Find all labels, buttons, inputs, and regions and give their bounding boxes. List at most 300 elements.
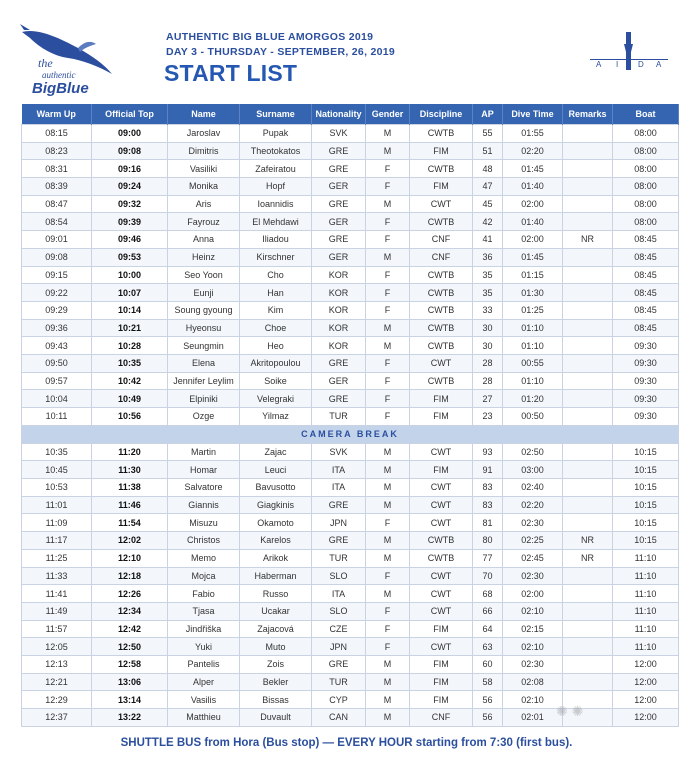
table-row	[22, 585, 679, 603]
cell-ap: 83	[473, 496, 503, 514]
logo-text-line1: the	[38, 56, 53, 70]
cell-remarks: NR	[563, 549, 613, 567]
column-header-warm-up: Warm Up	[22, 104, 92, 125]
cell-nationality: JPN	[312, 514, 366, 532]
table-row	[22, 319, 679, 337]
cell-nationality: ITA	[312, 461, 366, 479]
cell-remarks	[563, 620, 613, 638]
cell-dive-time: 02:00	[503, 231, 563, 249]
cell-discipline: CWT	[410, 354, 473, 372]
cell-discipline: CWTB	[410, 284, 473, 302]
event-day: DAY 3 - THURSDAY - SEPTEMBER, 26, 2019	[166, 46, 396, 58]
cell-official-top: 10:35	[92, 354, 168, 372]
cell-warm-up: 11:01	[22, 496, 92, 514]
cell-surname: Soike	[240, 372, 312, 390]
watermark: ✺ ✺	[556, 703, 584, 719]
cell-discipline: CWT	[410, 567, 473, 585]
cell-nationality: GRE	[312, 231, 366, 249]
cell-ap: 27	[473, 390, 503, 408]
cell-nationality: KOR	[312, 337, 366, 355]
cell-boat: 12:00	[613, 655, 679, 673]
cell-nationality: JPN	[312, 638, 366, 656]
table-row	[22, 567, 679, 585]
page-header	[0, 0, 693, 100]
cell-nationality: KOR	[312, 266, 366, 284]
cell-remarks	[563, 638, 613, 656]
column-header-surname: Surname	[240, 104, 312, 125]
cell-warm-up: 11:25	[22, 549, 92, 567]
cell-warm-up: 09:01	[22, 231, 92, 249]
cell-dive-time: 02:30	[503, 655, 563, 673]
cell-remarks	[563, 266, 613, 284]
cell-boat: 09:30	[613, 337, 679, 355]
cell-name: Vasiliki	[168, 160, 240, 178]
column-header-nationality: Nationality	[312, 104, 366, 125]
table-row	[22, 178, 679, 196]
cell-official-top: 12:50	[92, 638, 168, 656]
cell-warm-up: 09:43	[22, 337, 92, 355]
cell-gender: F	[366, 213, 410, 231]
cell-discipline: FIM	[410, 673, 473, 691]
cell-warm-up: 12:21	[22, 673, 92, 691]
cell-ap: 66	[473, 602, 503, 620]
cell-remarks	[563, 567, 613, 585]
cell-boat: 08:00	[613, 160, 679, 178]
cell-warm-up: 08:47	[22, 195, 92, 213]
cell-ap: 55	[473, 125, 503, 143]
cell-nationality: SLO	[312, 567, 366, 585]
cell-surname: Akritopoulou	[240, 354, 312, 372]
table-row	[22, 266, 679, 284]
cell-ap: 30	[473, 337, 503, 355]
cell-gender: M	[366, 709, 410, 727]
cell-official-top: 10:00	[92, 266, 168, 284]
cell-nationality: CAN	[312, 709, 366, 727]
cell-name: Elena	[168, 354, 240, 372]
cell-nationality: CZE	[312, 620, 366, 638]
cell-discipline: CNF	[410, 709, 473, 727]
cell-dive-time: 00:55	[503, 354, 563, 372]
table-row	[22, 390, 679, 408]
cell-boat: 11:10	[613, 620, 679, 638]
cell-dive-time: 02:00	[503, 195, 563, 213]
table-row	[22, 284, 679, 302]
logo-text-line3: BigBlue	[32, 80, 89, 97]
cell-remarks	[563, 354, 613, 372]
cell-remarks	[563, 585, 613, 603]
cell-dive-time: 01:40	[503, 178, 563, 196]
table-row	[22, 514, 679, 532]
cell-surname: Bissas	[240, 691, 312, 709]
cell-warm-up: 09:08	[22, 248, 92, 266]
cell-official-top: 10:07	[92, 284, 168, 302]
cell-dive-time: 01:30	[503, 284, 563, 302]
cell-boat: 08:00	[613, 178, 679, 196]
cell-remarks	[563, 125, 613, 143]
cell-nationality: KOR	[312, 319, 366, 337]
cell-official-top: 12:26	[92, 585, 168, 603]
cell-remarks	[563, 443, 613, 461]
cell-nationality: GER	[312, 372, 366, 390]
cell-warm-up: 11:17	[22, 532, 92, 550]
cell-name: Fabio	[168, 585, 240, 603]
cell-dive-time: 01:45	[503, 160, 563, 178]
cell-discipline: FIM	[410, 408, 473, 426]
cell-official-top: 11:30	[92, 461, 168, 479]
cell-surname: El Mehdawi	[240, 213, 312, 231]
cell-official-top: 12:02	[92, 532, 168, 550]
cell-warm-up: 10:53	[22, 479, 92, 497]
cell-official-top: 13:14	[92, 691, 168, 709]
cell-name: Alper	[168, 673, 240, 691]
cell-warm-up: 08:15	[22, 125, 92, 143]
cell-boat: 10:15	[613, 461, 679, 479]
cell-name: Mojca	[168, 567, 240, 585]
cell-surname: Kim	[240, 301, 312, 319]
cell-name: Monika	[168, 178, 240, 196]
cell-nationality: ITA	[312, 479, 366, 497]
cell-surname: Zois	[240, 655, 312, 673]
cell-discipline: CWT	[410, 602, 473, 620]
cell-official-top: 09:32	[92, 195, 168, 213]
cell-ap: 36	[473, 248, 503, 266]
table-row	[22, 248, 679, 266]
cell-boat: 11:10	[613, 585, 679, 603]
cell-official-top: 09:39	[92, 213, 168, 231]
camera-break-label: CAMERA BREAK	[22, 425, 679, 443]
cell-name: Heinz	[168, 248, 240, 266]
cell-surname: Iliadou	[240, 231, 312, 249]
cell-dive-time: 02:40	[503, 479, 563, 497]
cell-dive-time: 01:40	[503, 213, 563, 231]
cell-gender: M	[366, 248, 410, 266]
cell-gender: F	[366, 178, 410, 196]
cell-boat: 09:30	[613, 408, 679, 426]
cell-discipline: CWT	[410, 585, 473, 603]
cell-surname: Bavusotto	[240, 479, 312, 497]
cell-ap: 91	[473, 461, 503, 479]
cell-surname: Velegraki	[240, 390, 312, 408]
cell-surname: Choe	[240, 319, 312, 337]
cell-remarks	[563, 496, 613, 514]
cell-dive-time: 02:30	[503, 514, 563, 532]
cell-surname: Han	[240, 284, 312, 302]
cell-warm-up: 12:13	[22, 655, 92, 673]
cell-surname: Ucakar	[240, 602, 312, 620]
cell-remarks	[563, 178, 613, 196]
cell-name: Giannis	[168, 496, 240, 514]
aida-logo	[588, 30, 670, 80]
cell-boat: 08:00	[613, 125, 679, 143]
cell-gender: M	[366, 585, 410, 603]
cell-boat: 10:15	[613, 479, 679, 497]
camera-break-row	[22, 425, 679, 443]
table-header-row	[22, 104, 679, 125]
cell-remarks	[563, 195, 613, 213]
cell-dive-time: 01:25	[503, 301, 563, 319]
cell-surname: Theotokatos	[240, 142, 312, 160]
cell-gender: F	[366, 620, 410, 638]
cell-gender: M	[366, 125, 410, 143]
table-row	[22, 372, 679, 390]
column-header-boat: Boat	[613, 104, 679, 125]
table-row	[22, 125, 679, 143]
cell-remarks	[563, 673, 613, 691]
cell-name: Vasilis	[168, 691, 240, 709]
cell-remarks	[563, 248, 613, 266]
cell-discipline: CNF	[410, 231, 473, 249]
cell-nationality: GRE	[312, 655, 366, 673]
cell-official-top: 12:18	[92, 567, 168, 585]
cell-remarks	[563, 390, 613, 408]
cell-official-top: 09:53	[92, 248, 168, 266]
cell-nationality: GRE	[312, 195, 366, 213]
cell-gender: F	[366, 354, 410, 372]
cell-dive-time: 02:50	[503, 443, 563, 461]
cell-official-top: 10:21	[92, 319, 168, 337]
cell-discipline: CWT	[410, 638, 473, 656]
cell-name: Jindřiška	[168, 620, 240, 638]
cell-name: Homar	[168, 461, 240, 479]
cell-ap: 80	[473, 532, 503, 550]
column-header-ap: AP	[473, 104, 503, 125]
cell-gender: F	[366, 160, 410, 178]
cell-boat: 10:15	[613, 532, 679, 550]
cell-ap: 63	[473, 638, 503, 656]
cell-gender: M	[366, 532, 410, 550]
cell-name: Jaroslav	[168, 125, 240, 143]
cell-ap: 42	[473, 213, 503, 231]
cell-dive-time: 02:20	[503, 496, 563, 514]
cell-dive-time: 02:08	[503, 673, 563, 691]
start-list-table	[21, 104, 679, 727]
cell-warm-up: 09:57	[22, 372, 92, 390]
cell-warm-up: 12:37	[22, 709, 92, 727]
cell-warm-up: 09:22	[22, 284, 92, 302]
cell-remarks	[563, 142, 613, 160]
cell-gender: F	[366, 390, 410, 408]
cell-warm-up: 10:04	[22, 390, 92, 408]
column-header-discipline: Discipline	[410, 104, 473, 125]
table-row	[22, 301, 679, 319]
cell-surname: Karelos	[240, 532, 312, 550]
cell-gender: M	[366, 337, 410, 355]
cell-surname: Russo	[240, 585, 312, 603]
cell-remarks	[563, 479, 613, 497]
cell-name: Eunji	[168, 284, 240, 302]
cell-nationality: GER	[312, 248, 366, 266]
cell-surname: Haberman	[240, 567, 312, 585]
cell-discipline: CWTB	[410, 319, 473, 337]
cell-warm-up: 11:49	[22, 602, 92, 620]
cell-discipline: FIM	[410, 655, 473, 673]
cell-official-top: 10:14	[92, 301, 168, 319]
cell-boat: 09:30	[613, 354, 679, 372]
cell-dive-time: 01:10	[503, 372, 563, 390]
cell-discipline: CWTB	[410, 266, 473, 284]
big-blue-logo	[18, 22, 118, 100]
cell-gender: M	[366, 461, 410, 479]
cell-gender: M	[366, 691, 410, 709]
cell-boat: 08:00	[613, 142, 679, 160]
cell-ap: 51	[473, 142, 503, 160]
cell-ap: 93	[473, 443, 503, 461]
cell-official-top: 10:42	[92, 372, 168, 390]
cell-ap: 35	[473, 266, 503, 284]
cell-boat: 08:45	[613, 284, 679, 302]
cell-remarks	[563, 284, 613, 302]
cell-boat: 08:00	[613, 195, 679, 213]
cell-boat: 11:10	[613, 549, 679, 567]
cell-surname: Duvault	[240, 709, 312, 727]
cell-boat: 08:45	[613, 231, 679, 249]
cell-boat: 08:45	[613, 248, 679, 266]
cell-gender: F	[366, 372, 410, 390]
cell-surname: Arikok	[240, 549, 312, 567]
cell-dive-time: 01:10	[503, 319, 563, 337]
cell-discipline: CWTB	[410, 337, 473, 355]
cell-official-top: 10:56	[92, 408, 168, 426]
cell-remarks	[563, 372, 613, 390]
cell-dive-time: 02:10	[503, 638, 563, 656]
table-row	[22, 638, 679, 656]
cell-boat: 12:00	[613, 709, 679, 727]
cell-surname: Hopf	[240, 178, 312, 196]
cell-dive-time: 01:15	[503, 266, 563, 284]
cell-surname: Cho	[240, 266, 312, 284]
cell-dive-time: 01:45	[503, 248, 563, 266]
cell-warm-up: 09:29	[22, 301, 92, 319]
cell-remarks	[563, 213, 613, 231]
cell-ap: 28	[473, 354, 503, 372]
cell-boat: 11:10	[613, 602, 679, 620]
cell-nationality: SVK	[312, 125, 366, 143]
cell-name: Soung gyoung	[168, 301, 240, 319]
cell-warm-up: 11:09	[22, 514, 92, 532]
cell-official-top: 10:49	[92, 390, 168, 408]
cell-surname: Muto	[240, 638, 312, 656]
aida-letter-i: I	[616, 60, 619, 69]
cell-boat: 10:15	[613, 514, 679, 532]
table-row	[22, 602, 679, 620]
cell-surname: Zajacová	[240, 620, 312, 638]
cell-official-top: 11:46	[92, 496, 168, 514]
cell-ap: 77	[473, 549, 503, 567]
cell-nationality: GRE	[312, 532, 366, 550]
cell-ap: 28	[473, 372, 503, 390]
cell-discipline: FIM	[410, 620, 473, 638]
cell-name: Matthieu	[168, 709, 240, 727]
cell-remarks	[563, 655, 613, 673]
cell-gender: M	[366, 496, 410, 514]
cell-name: Anna	[168, 231, 240, 249]
cell-official-top: 12:58	[92, 655, 168, 673]
cell-ap: 68	[473, 585, 503, 603]
cell-nationality: GRE	[312, 160, 366, 178]
cell-dive-time: 01:10	[503, 337, 563, 355]
cell-official-top: 11:54	[92, 514, 168, 532]
table-body	[22, 125, 679, 727]
cell-discipline: CWTB	[410, 372, 473, 390]
event-title: AUTHENTIC BIG BLUE AMORGOS 2019	[166, 31, 374, 43]
table-row	[22, 655, 679, 673]
cell-discipline: CWTB	[410, 549, 473, 567]
cell-surname: Zajac	[240, 443, 312, 461]
cell-ap: 33	[473, 301, 503, 319]
cell-warm-up: 09:50	[22, 354, 92, 372]
start-list-table-wrapper	[21, 104, 678, 727]
cell-discipline: CWT	[410, 443, 473, 461]
cell-name: Hyeonsu	[168, 319, 240, 337]
cell-gender: M	[366, 142, 410, 160]
cell-official-top: 12:10	[92, 549, 168, 567]
cell-remarks	[563, 408, 613, 426]
cell-nationality: GRE	[312, 354, 366, 372]
cell-gender: M	[366, 319, 410, 337]
cell-gender: F	[366, 231, 410, 249]
table-row	[22, 408, 679, 426]
cell-remarks	[563, 319, 613, 337]
aida-letter-a2: A	[656, 60, 662, 69]
cell-nationality: TUR	[312, 549, 366, 567]
cell-warm-up: 12:05	[22, 638, 92, 656]
cell-discipline: CNF	[410, 248, 473, 266]
cell-official-top: 09:24	[92, 178, 168, 196]
cell-gender: M	[366, 195, 410, 213]
cell-nationality: GRE	[312, 142, 366, 160]
cell-boat: 11:10	[613, 567, 679, 585]
cell-official-top: 09:08	[92, 142, 168, 160]
table-row	[22, 549, 679, 567]
column-header-dive-time: Dive Time	[503, 104, 563, 125]
cell-dive-time: 02:00	[503, 585, 563, 603]
cell-gender: F	[366, 567, 410, 585]
cell-warm-up: 08:54	[22, 213, 92, 231]
column-header-remarks: Remarks	[563, 104, 613, 125]
cell-official-top: 11:38	[92, 479, 168, 497]
cell-warm-up: 11:41	[22, 585, 92, 603]
cell-gender: F	[366, 514, 410, 532]
cell-name: Martin	[168, 443, 240, 461]
cell-remarks: NR	[563, 532, 613, 550]
table-row	[22, 620, 679, 638]
cell-ap: 56	[473, 709, 503, 727]
cell-name: Misuzu	[168, 514, 240, 532]
cell-warm-up: 11:57	[22, 620, 92, 638]
cell-surname: Heo	[240, 337, 312, 355]
cell-boat: 11:10	[613, 638, 679, 656]
cell-remarks	[563, 461, 613, 479]
cell-warm-up: 12:29	[22, 691, 92, 709]
table-row	[22, 673, 679, 691]
cell-official-top: 12:42	[92, 620, 168, 638]
aida-letter-d: D	[638, 60, 644, 69]
table-row	[22, 443, 679, 461]
cell-name: Jennifer Leylim	[168, 372, 240, 390]
cell-official-top: 13:06	[92, 673, 168, 691]
cell-dive-time: 01:20	[503, 390, 563, 408]
cell-warm-up: 09:36	[22, 319, 92, 337]
table-row	[22, 195, 679, 213]
cell-ap: 30	[473, 319, 503, 337]
cell-ap: 81	[473, 514, 503, 532]
cell-dive-time: 02:20	[503, 142, 563, 160]
cell-nationality: TUR	[312, 408, 366, 426]
cell-remarks: NR	[563, 231, 613, 249]
column-header-official-top: Official Top	[92, 104, 168, 125]
cell-ap: 23	[473, 408, 503, 426]
cell-official-top: 10:28	[92, 337, 168, 355]
